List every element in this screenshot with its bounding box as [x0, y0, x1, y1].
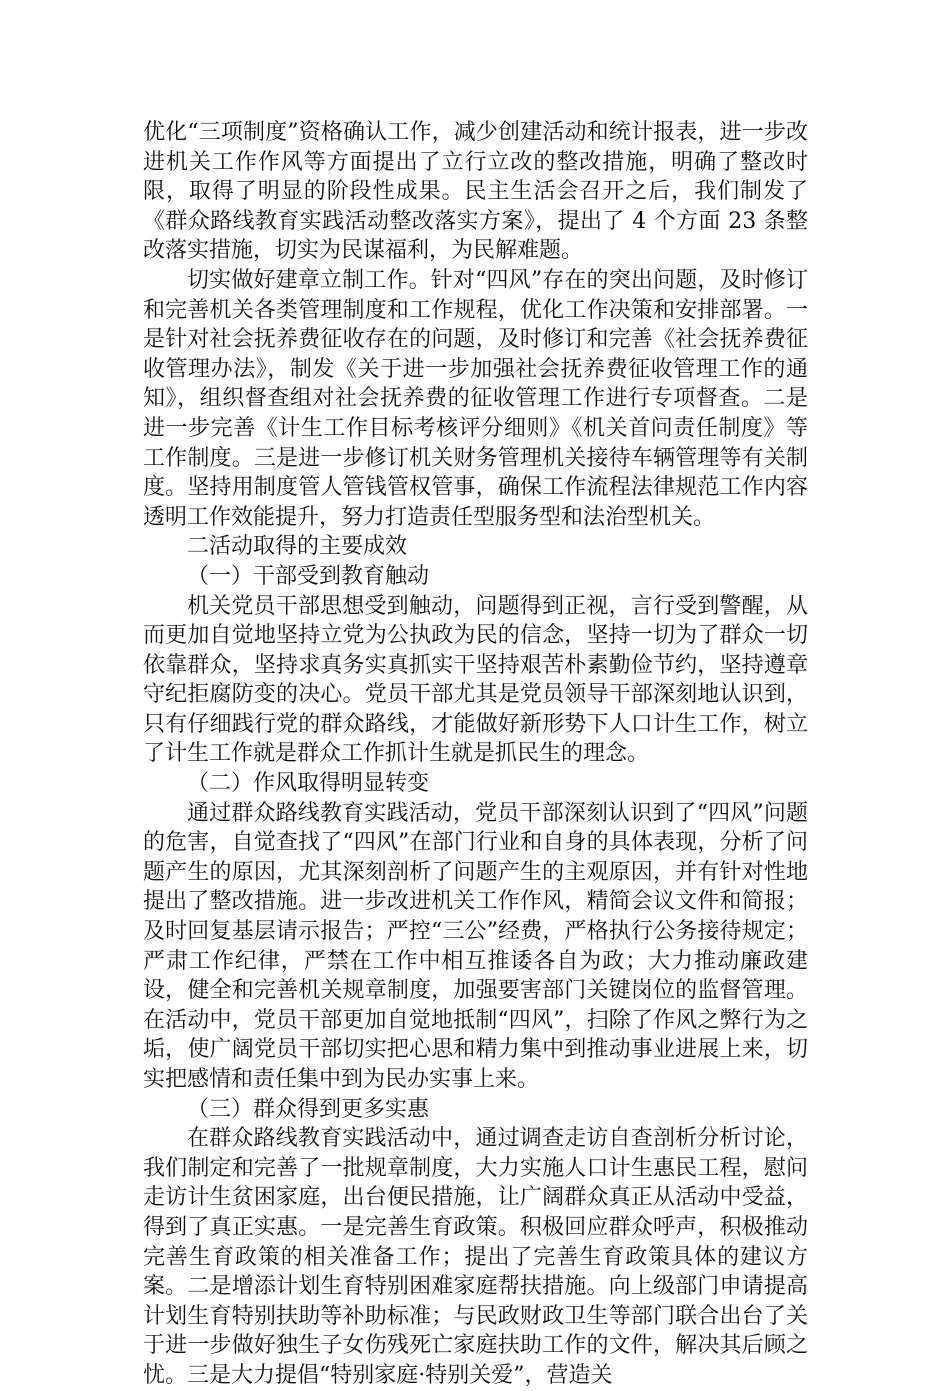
body-paragraph: 在群众路线教育实践活动中，通过调查走访自查剖析分析讨论，我们制定和完善了一批规章制度，大力实施人口计生惠民工程，慰问走访计生贫困家庭，出台便民措施，让广阔群众真正从活动中受益，得到了真正实惠。一是完善生育政策。积极回应群众呼声，积极推动完善生育政策的相关准备工作；提出了完善生育政策具体的建议方案。二是增添计划生育特别困难家庭帮扶措施。向上级部门申请提高计划生育特别扶助等补助标准；与民政财政卫生等部门联合出台了关于进一步做好独生子女伤残死亡家庭扶助工作的文件，解决其后顾之忧。三是大力提倡“特别家庭·特别关爱”，营造关 — [143, 1126, 808, 1388]
section-heading: 二活动取得的主要成效 — [187, 534, 408, 560]
subsection-heading: （二）作风取得明显转变 — [187, 771, 430, 797]
subsection-heading: （一）干部受到教育触动 — [187, 563, 430, 589]
body-paragraph: 通过群众路线教育实践活动，党员干部深刻认识到了“四风”问题的危害，自觉查找了“四风”在部门行业和自身的具体表现，分析了问题产生的原因，尤其深刻剖析了问题产生的主观原因，并有针对性地提出了整改措施。进一步改进机关工作作风，精简会议文件和简报；及时回复基层请示报告；严控“三公”经费，严格执行公务接待规定；严肃工作纪律，严禁在工作中相互推诿各自为政；大力推动廉政建设，健全和完善机关规章制度，加强要害部门关键岗位的监督管理。在活动中，党员干部更加自觉地抵制“四风”，扫除了作风之弊行为之垢，使广阔党员干部切实把心思和精力集中到推动事业进展上来，切实把感情和责任集中到为民办实事上来。 — [143, 800, 808, 1092]
subsection-heading: （三）群众得到更多实惠 — [187, 1096, 430, 1122]
document-body — [143, 118, 808, 1391]
body-paragraph: 切实做好建章立制工作。针对“四风”存在的突出问题，及时修订和完善机关各类管理制度和工作规程，优化工作决策和安排部署。一是针对社会抚养费征收存在的问题，及时修订和完善《社会抚养费征收管理办法》，制发《关于进一步加强社会抚养费征收管理工作的通知》，组织督查组对社会抚养费的征收管理工作进行专项督查。二是进一步完善《计生工作目标考核评分细则》《机关首问责任制度》等工作制度。三是进一步修订机关财务管理机关接待车辆管理等有关制度。坚持用制度管人管钱管权管事，确保工作流程法律规范工作内容透明工作效能提升，努力打造责任型服务型和法治型机关。 — [143, 267, 808, 530]
body-paragraph: 优化“三项制度”资格确认工作，减少创建活动和统计报表，进一步改进机关工作作风等方面提出了立行立改的整改措施，明确了整改时限，取得了明显的阶段性成果。民主生活会召开之后，我们制发了《群众路线教育实践活动整改落实方案》，提出了 4 个方面 23 条整改落实措施，切实为民谋福利，为民解难题。 — [143, 120, 808, 264]
body-paragraph: 机关党员干部思想受到触动，问题得到正视，言行受到警醒，从而更加自觉地坚持立党为公执政为民的信念，坚持一切为了群众一切依靠群众，坚持求真务实真抓实干坚持艰苦朴素勤俭节约，坚持遵章守纪拒腐防变的决心。党员干部尤其是党员领导干部深刻地认识到，只有仔细践行党的群众路线，才能做好新形势下人口计生工作，树立了计生工作就是群众工作抓计生就是抓民生的理念。 — [143, 593, 808, 767]
